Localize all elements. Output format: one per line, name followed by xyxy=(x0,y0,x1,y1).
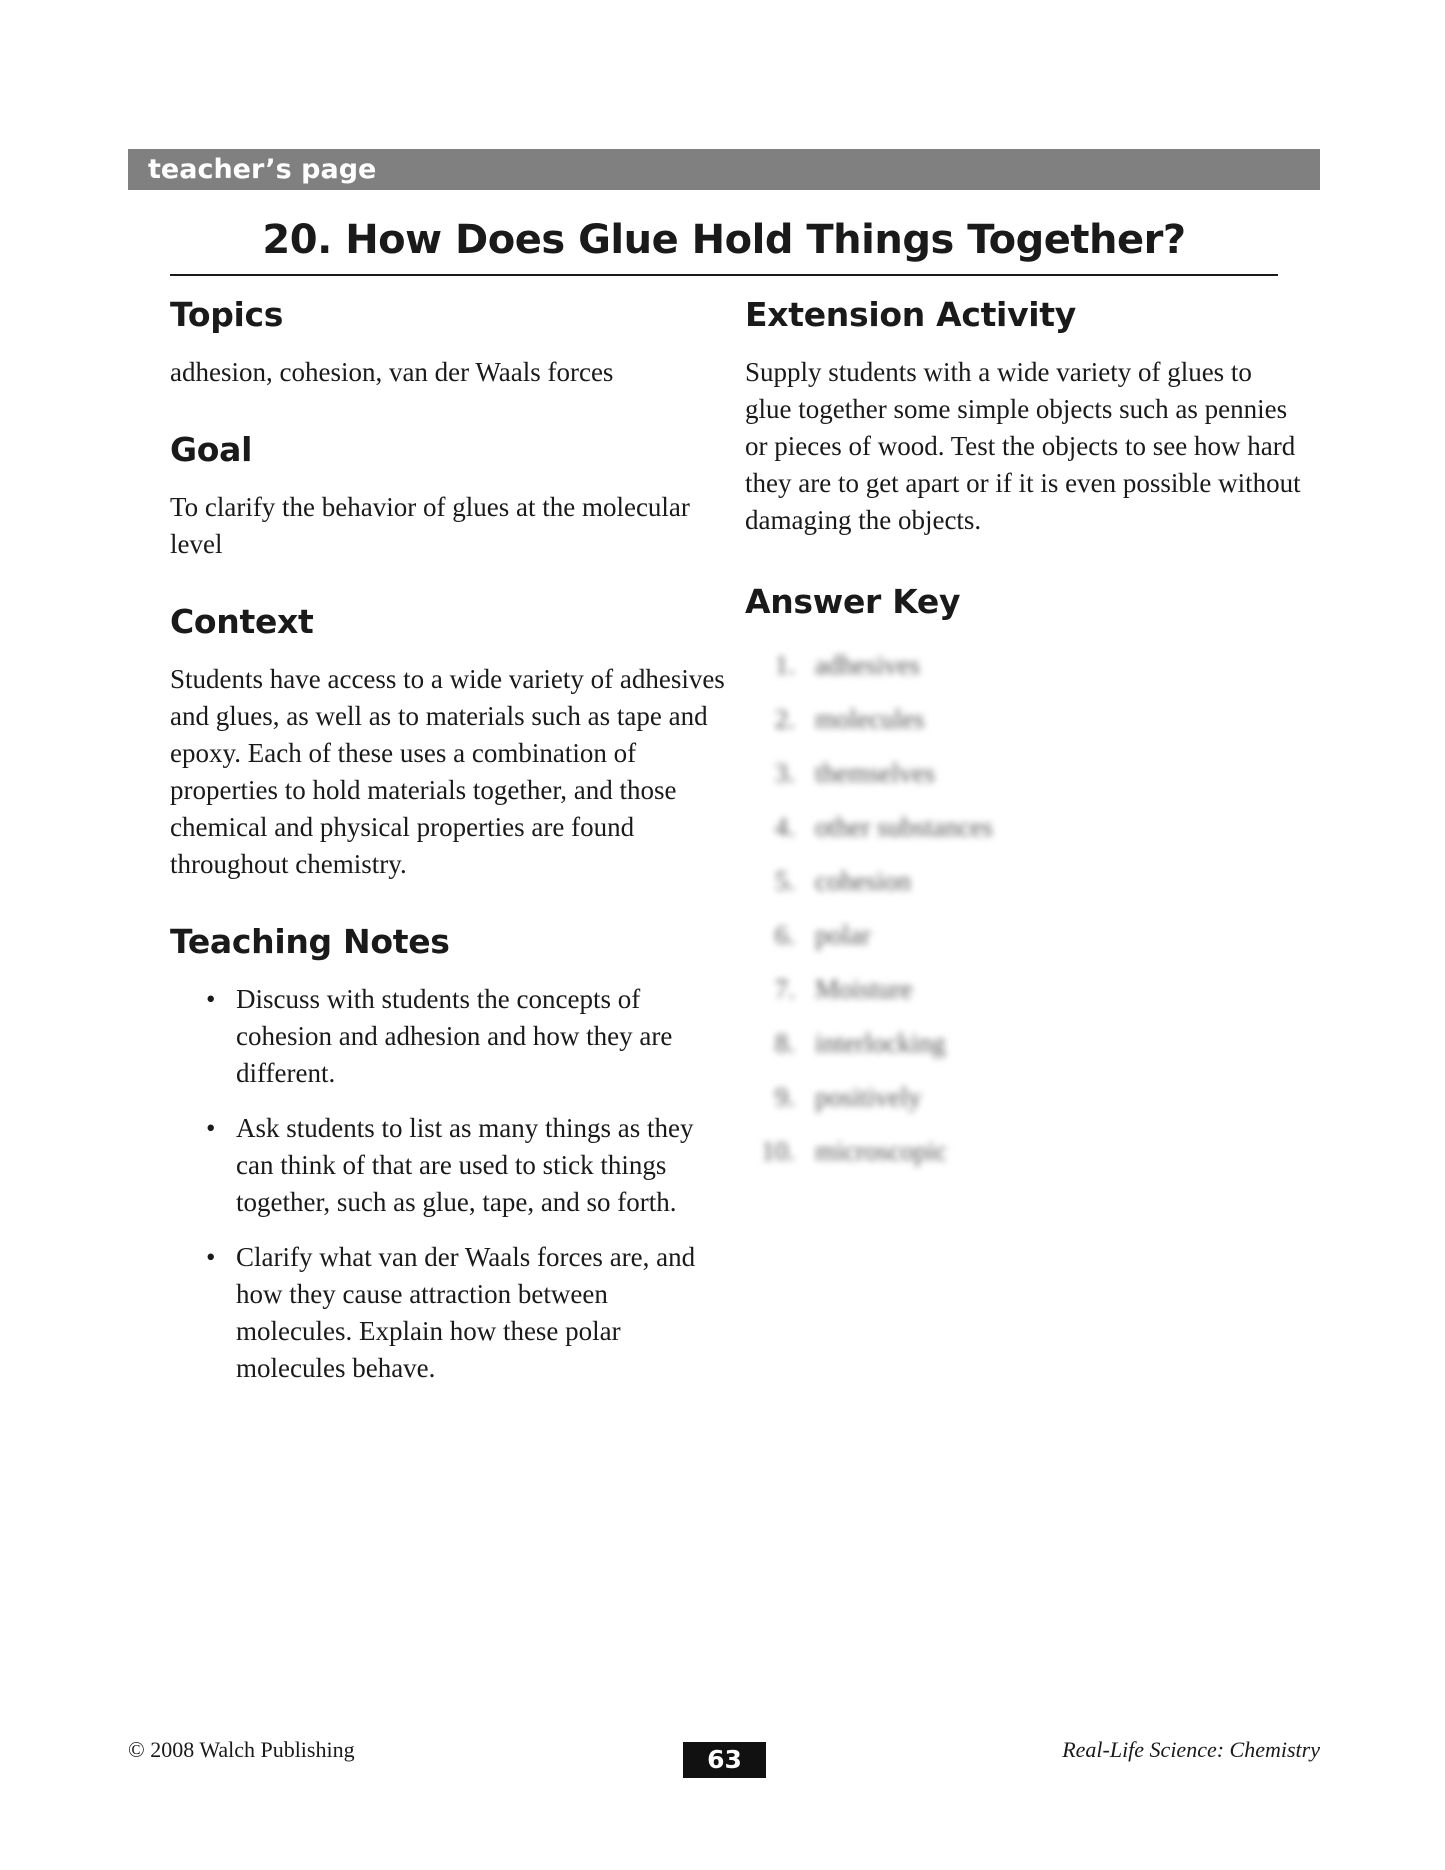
answer-item xyxy=(745,1025,1305,1079)
bullet-icon: • xyxy=(206,1113,216,1143)
context-section xyxy=(170,599,730,883)
extension-section xyxy=(745,292,1305,539)
answer-number: 4. xyxy=(774,812,795,842)
answer-item xyxy=(745,647,1305,701)
topics-section xyxy=(170,292,730,391)
list-item-text: Ask students to list as many things as they can think of that are used to stick things together, such as glue, tape, and so forth. xyxy=(236,1113,694,1217)
answer-item xyxy=(745,701,1305,755)
answer-number: 5. xyxy=(774,866,795,896)
answer-item xyxy=(745,1133,1305,1187)
extension-heading: Extension Activity xyxy=(745,295,1076,334)
answer-text: themselves xyxy=(815,758,935,788)
page-title: 20. How Does Glue Hold Things Together? xyxy=(262,217,1186,263)
answer-number: 3. xyxy=(774,758,795,788)
right-column xyxy=(745,292,1305,1223)
answer-number: 8. xyxy=(774,1028,795,1058)
teaching-notes-list xyxy=(170,981,730,1387)
context-text: Students have access to a wide variety of adhesives and glues, as well as to materials such as tape and epoxy. Each of these uses a combination of properties to hold materials together, and those chemical and physical properties are found throughout chemistry. xyxy=(170,664,725,879)
context-heading: Context xyxy=(170,602,314,641)
list-item xyxy=(170,981,730,1092)
topics-heading: Topics xyxy=(170,295,284,334)
answer-item xyxy=(745,1079,1305,1133)
answer-key-list xyxy=(745,647,1305,1187)
answer-item xyxy=(745,809,1305,863)
answer-text: cohesion xyxy=(815,866,911,896)
list-item-text: Clarify what van der Waals forces are, and how they cause attraction between molecules. Explain how these polar molecules behave. xyxy=(236,1242,696,1383)
answer-key-heading: Answer Key xyxy=(745,582,961,621)
page-number: 63 xyxy=(683,1742,766,1778)
teaching-notes-section xyxy=(170,919,730,1387)
answer-text: interlocking xyxy=(815,1028,946,1058)
title-divider xyxy=(170,274,1278,276)
answer-item xyxy=(745,863,1305,917)
teachers-page-banner: teacher’s page xyxy=(128,149,1320,190)
bullet-icon: • xyxy=(206,984,216,1014)
answer-item xyxy=(745,971,1305,1025)
answer-number: 1. xyxy=(774,650,795,680)
answer-number: 10. xyxy=(761,1136,795,1166)
answer-text: molecules xyxy=(815,704,925,734)
answer-text: Moisture xyxy=(815,974,913,1004)
goal-heading: Goal xyxy=(170,430,253,469)
answer-text: positively xyxy=(815,1082,922,1112)
goal-text: To clarify the behavior of glues at the molecular level xyxy=(170,492,690,559)
bullet-icon: • xyxy=(206,1242,216,1272)
book-title: Real-Life Science: Chemistry xyxy=(1062,1737,1320,1762)
answer-number: 9. xyxy=(774,1082,795,1112)
answer-text: adhesives xyxy=(815,650,920,680)
answer-text: other substances xyxy=(815,812,993,842)
list-item xyxy=(170,1110,730,1221)
left-column xyxy=(170,292,730,1423)
answer-number: 7. xyxy=(774,974,795,1004)
answer-item xyxy=(745,917,1305,971)
list-item xyxy=(170,1239,730,1387)
topics-text: adhesion, cohesion, van der Waals forces xyxy=(170,357,614,387)
list-item-text: Discuss with students the concepts of cohesion and adhesion and how they are different. xyxy=(236,984,673,1088)
extension-text: Supply students with a wide variety of glues to glue together some simple objects such as pennies or pieces of wood. Test the objects to see how hard they are to get apart or if it is even possible without damaging the objects. xyxy=(745,357,1301,535)
answer-key-section xyxy=(745,579,1305,1187)
teaching-notes-heading: Teaching Notes xyxy=(170,922,450,961)
answer-text: polar xyxy=(815,920,871,950)
copyright-text: © 2008 Walch Publishing xyxy=(128,1737,355,1762)
answer-item xyxy=(745,755,1305,809)
answer-text: microscopic xyxy=(815,1136,947,1166)
answer-number: 6. xyxy=(774,920,795,950)
goal-section xyxy=(170,427,730,563)
answer-number: 2. xyxy=(774,704,795,734)
